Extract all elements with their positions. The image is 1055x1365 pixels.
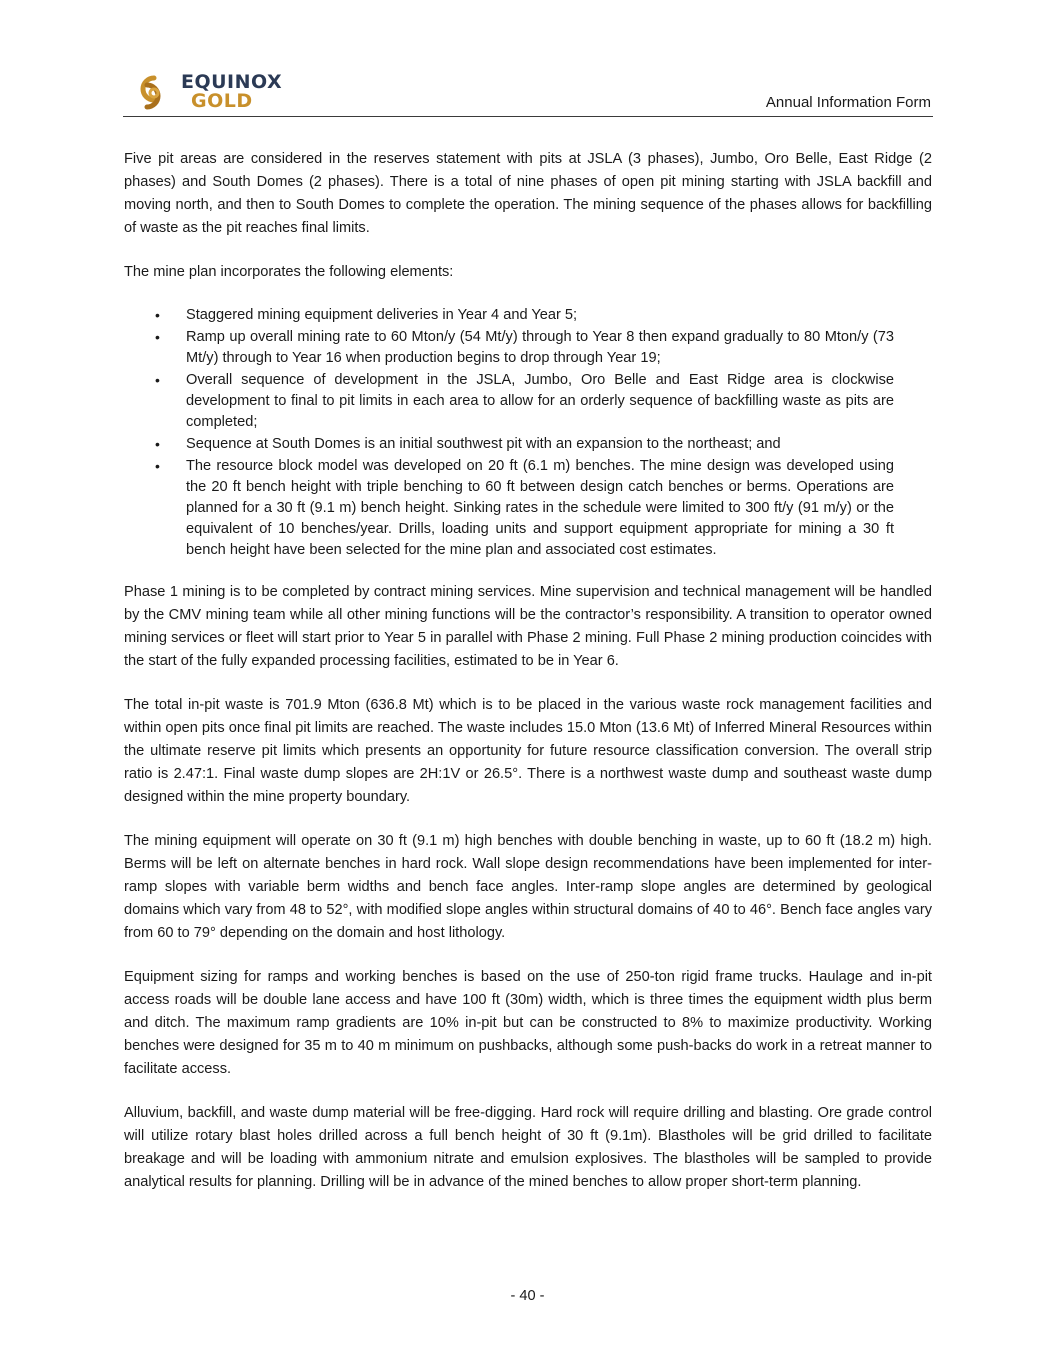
mine-plan-list <box>124 305 932 561</box>
list-item: • Staggered mining equipment deliveries in Year 4 and Year 5; <box>124 305 932 326</box>
logo-line-gold: GOLD <box>191 90 253 112</box>
page-body <box>124 148 932 1215</box>
equinox-gold-logo-icon <box>133 72 175 114</box>
document-title: Annual Information Form <box>765 94 931 111</box>
page-number: - 40 - <box>510 1288 545 1304</box>
list-intro: The mine plan incorporates the following elements: <box>124 264 454 280</box>
list-item: • The resource block model was developed on 20 ft (6.1 m) benches. The mine design was developed using the 20 ft bench height with triple benching to 60 ft between design catch benches or berms. Operations are planned for a 30 ft (9.1 m) bench height. Sinking rates in the schedule were limited to 300 ft/y (91 m/y) or the equivalent of 10 benches/year. Drills, loading units and support equipment appropriate for mining a 30 ft bench height have been selected for the mine plan and associated cost estimates. <box>124 456 932 561</box>
equipment-sizing-paragraph: Equipment sizing for ramps and working benches is based on the use of 250-ton rigid frame trucks. Haulage and in-pit access roads will be double lane access and have 100 ft (30m) width, which is three times the equipment width plus berm and ditch. The maximum ramp gradients are 10% in-pit but can be constructed to 8% to maximize productivity. Working benches were designed for 35 m to 40 m minimum on pushbacks, although some push-backs do work in a retreat manner to facilitate access. <box>124 969 932 1077</box>
list-item: • Overall sequence of development in the JSLA, Jumbo, Oro Belle and East Ridge area is clockwise development to final to pit limits in each area to allow for an orderly sequence of backfilling waste as pits are completed; <box>124 370 932 433</box>
contract-mining-paragraph: Phase 1 mining is to be completed by contract mining services. Mine supervision and technical management will be handled by the CMV mining team while all other mining functions will be the contractor’s responsibility. A transition to operator owned mining services or fleet will start prior to Year 5 in parallel with Phase 2 mining. Full Phase 2 mining production coincides with the start of the fully expanded processing facilities, estimated to be in Year 6. <box>124 584 932 669</box>
waste-paragraph: The total in-pit waste is 701.9 Mton (636.8 Mt) which is to be placed in the various waste rock management facilities and within open pits once final pit limits are reached. The waste includes 15.0 Mton (13.6 Mt) of Inferred Mineral Resources within the ultimate reserve pit limits which presents an opportunity for future resource classification conversion. The overall strip ratio is 2.47:1. Final waste dump slopes are 2H:1V or 26.5°. There is a northwest waste dump and southeast waste dump designed within the mine property boundary. <box>124 697 932 805</box>
page-header <box>123 70 933 117</box>
drilling-blasting-paragraph: Alluvium, backfill, and waste dump material will be free-digging. Hard rock will require drilling and blasting. Ore grade control will utilize rotary blast holes drilled across a full bench height of 30 ft (9.1m). Blastholes will be grid drilled to facilitate breakage and will be loading with ammonium nitrate and emulsion explosives. The blastholes will be sampled to provide analytical results for planning. Drilling will be in advance of the mined benches to allow proper short-term planning. <box>124 1105 932 1190</box>
list-item: • Sequence at South Domes is an initial southwest pit with an expansion to the northeast; and <box>124 434 932 455</box>
logo-line-equinox: EQUINOX <box>181 71 283 93</box>
intro-paragraph: Five pit areas are considered in the reserves statement with pits at JSLA (3 phases), Jumbo, Oro Belle, East Ridge (2 phases) and South Domes (2 phases). There is a total of nine phases of open pit mining starting with JSLA backfill and moving north, and then to South Domes to complete the operation. The mining sequence of the phases allows for backfilling of waste as the pit reaches final limits. <box>124 151 932 236</box>
list-item: • Ramp up overall mining rate to 60 Mton/y (54 Mt/y) through to Year 8 then expand gradually to 80 Mton/y (73 Mt/y) through to Year 16 when production begins to drop through Year 19; <box>124 327 932 369</box>
company-logo <box>133 70 313 116</box>
benches-paragraph: The mining equipment will operate on 30 ft (9.1 m) high benches with double benching in waste, up to 60 ft (18.2 m) high. Berms will be left on alternate benches in hard rock. Wall slope design recommendations have been implemented for inter-ramp slopes with variable berm widths and bench face angles. Inter-ramp slope angles are determined by geological domains which vary from 48 to 52°, with modified slope angles within structural domains of 40 to 46°. Bench face angles vary from 60 to 79° depending on the domain and host lithology. <box>124 833 932 941</box>
logo-wordmark <box>181 73 282 111</box>
